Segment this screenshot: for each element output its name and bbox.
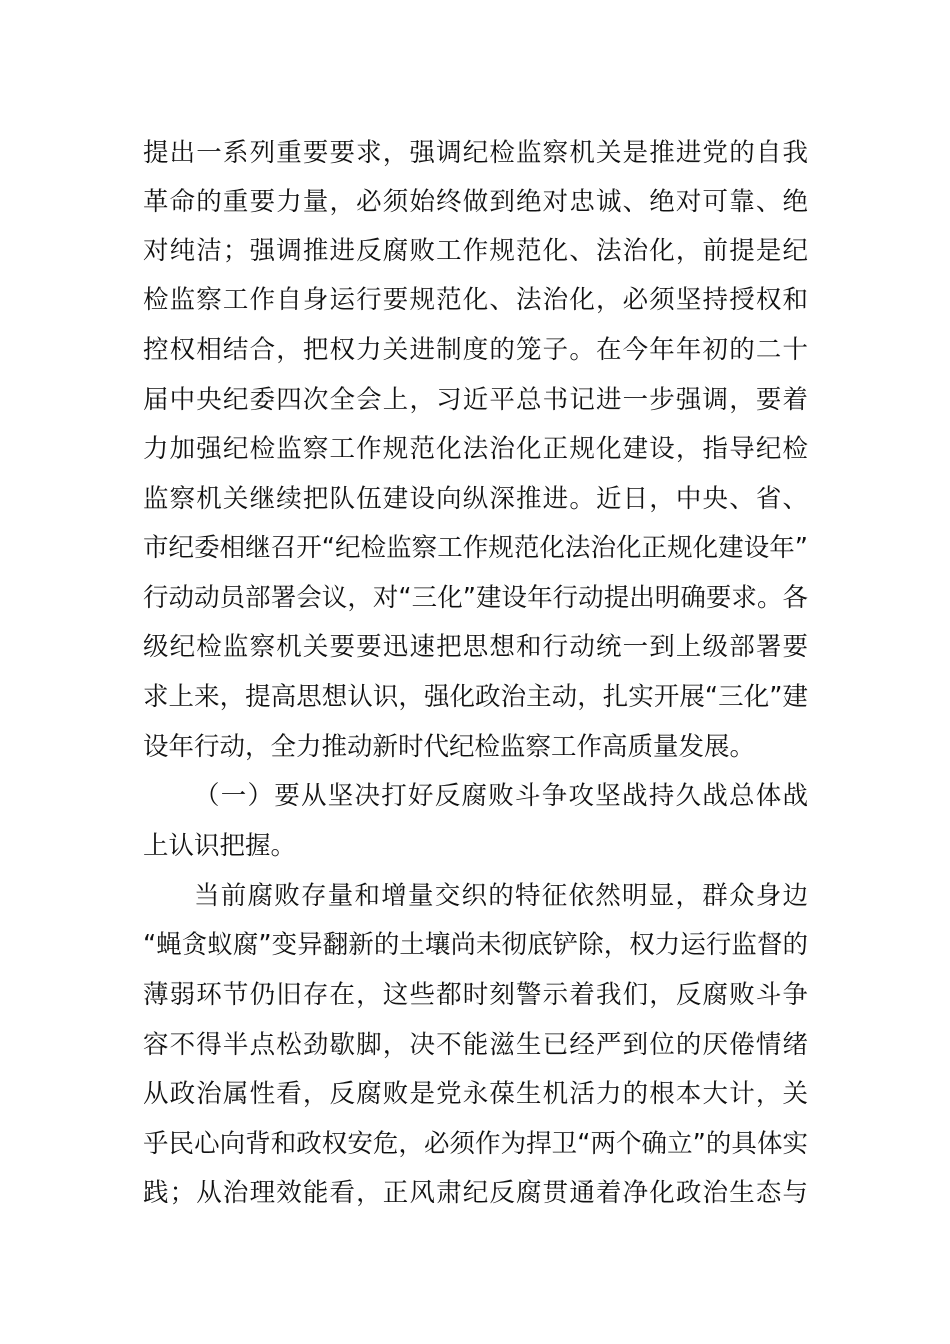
text-line: 践；从治理效能看，正风肃纪反腐贯通着净化政治生态与: [143, 1178, 808, 1208]
text-line: 求上来，提高思想认识，强化政治主动，扎实开展“三化”建: [143, 682, 808, 712]
text-line: 设年行动，全力推动新时代纪检监察工作高质量发展。: [143, 732, 756, 762]
text-line: 乎民心向背和政权安危，必须作为捍卫“两个确立”的具体实: [143, 1129, 808, 1159]
text-line: 提出一系列重要要求，强调纪检监察机关是推进党的自我: [143, 138, 808, 168]
text-line: 容不得半点松劲歇脚，决不能滋生已经严到位的厌倦情绪: [143, 1030, 808, 1060]
section-heading-line: 上认识把握。: [143, 831, 297, 861]
text-line: 届中央纪委四次全会上，习近平总书记进一步强调，要着: [143, 385, 808, 415]
text-line: “蝇贪蚁腐”变异翻新的土壤尚未彻底铲除，权力运行监督的: [143, 930, 808, 960]
text-line: 薄弱环节仍旧存在，这些都时刻警示着我们，反腐败斗争: [143, 980, 808, 1010]
text-line: 监察机关继续把队伍建设向纵深推进。近日，中央、省、: [143, 484, 808, 514]
text-line: 级纪检监察机关要要迅速把思想和行动统一到上级部署要: [143, 632, 808, 662]
section-heading-line: （一）要从坚决打好反腐败斗争攻坚战持久战总体战: [194, 781, 808, 811]
text-line: 行动动员部署会议，对“三化”建设年行动提出明确要求。各: [143, 583, 808, 613]
text-line: 市纪委相继召开“纪检监察工作规范化法治化正规化建设年”: [143, 533, 808, 563]
text-line: 革命的重要力量，必须始终做到绝对忠诚、绝对可靠、绝: [143, 187, 808, 217]
text-line: 对纯洁；强调推进反腐败工作规范化、法治化，前提是纪: [143, 236, 808, 266]
text-line: 当前腐败存量和增量交织的特征依然明显，群众身边: [194, 881, 808, 911]
text-line: 从政治属性看，反腐败是党永葆生机活力的根本大计，关: [143, 1079, 808, 1109]
text-line: 控权相结合，把权力关进制度的笼子。在今年年初的二十: [143, 335, 808, 365]
text-line: 检监察工作自身运行要规范化、法治化，必须坚持授权和: [143, 285, 808, 315]
text-line: 力加强纪检监察工作规范化法治化正规化建设，指导纪检: [143, 434, 808, 464]
